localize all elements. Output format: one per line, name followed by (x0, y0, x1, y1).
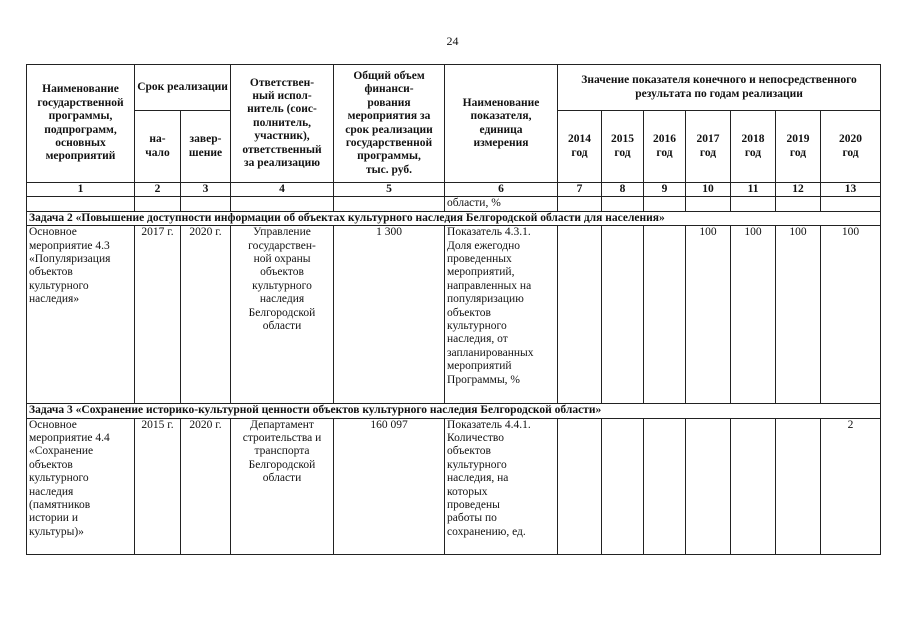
table-row (27, 418, 881, 554)
value-2020: 2 (821, 418, 881, 554)
continuation-row (27, 197, 881, 211)
value-2017: 100 (686, 226, 731, 404)
financing-amount: 1 300 (334, 226, 445, 404)
responsible-executor: Управление государствен- ной охраны объектов культурного наследия Белгородской области (231, 226, 334, 404)
program-table (26, 64, 881, 555)
responsible-executor: Департамент строительства и транспорта Белгородской области (231, 418, 334, 554)
task-row (27, 211, 881, 225)
value-2018: 100 (731, 226, 776, 404)
header-values-by-year: Значение показателя конечного и непосредственного результата по годам реализации (558, 65, 881, 111)
value-2018 (731, 418, 776, 554)
value-2019 (776, 418, 821, 554)
measure-name: Основное мероприятие 4.3 «Популяризация объектов культурного наследия» (27, 226, 135, 404)
indicator-description: Показатель 4.3.1. Доля ежегодно проведенных мероприятий, направленных на популяризацию объектов культурного наследия, от запланированных мероприятий Программы, % (445, 226, 558, 404)
column-numbers-row (27, 183, 881, 197)
continuation-text: области, % (445, 197, 558, 211)
table-row (27, 226, 881, 404)
column-number: 3 (181, 183, 231, 197)
header-responsible: Ответствен- ный испол- нитель (соис- полнитель, участник), ответственный за реализацию (231, 65, 334, 183)
start-year: 2017 г. (135, 226, 181, 404)
column-number: 10 (686, 183, 731, 197)
header-year-2019: 2019 год (776, 111, 821, 183)
header-financing: Общий объем финанси- рования мероприятия за срок реализации государственной программы, тыс. руб. (334, 65, 445, 183)
column-number: 12 (776, 183, 821, 197)
value-2014 (558, 226, 602, 404)
column-number: 1 (27, 183, 135, 197)
header-year-2018: 2018 год (731, 111, 776, 183)
value-2019: 100 (776, 226, 821, 404)
end-year: 2020 г. (181, 226, 231, 404)
column-number: 4 (231, 183, 334, 197)
column-number: 2 (135, 183, 181, 197)
value-2016 (644, 226, 686, 404)
header-program-name: Наименование государственной программы, подпрограмм, основных мероприятий (27, 65, 135, 183)
task-title: Задача 3 «Сохранение историко-культурной ценности объектов культурного наследия Белгородской области» (27, 404, 881, 418)
column-number: 5 (334, 183, 445, 197)
column-number: 8 (602, 183, 644, 197)
header-start: на- чало (135, 111, 181, 183)
header-year-2016: 2016 год (644, 111, 686, 183)
value-2020: 100 (821, 226, 881, 404)
column-number: 7 (558, 183, 602, 197)
value-2015 (602, 418, 644, 554)
end-year: 2020 г. (181, 418, 231, 554)
column-number: 11 (731, 183, 776, 197)
page-number: 24 (446, 34, 459, 48)
task-row (27, 404, 881, 418)
header-year-2020: 2020 год (821, 111, 881, 183)
header-year-2014: 2014 год (558, 111, 602, 183)
measure-name: Основное мероприятие 4.4 «Сохранение объектов культурного наследия (памятников истории и культуры)» (27, 418, 135, 554)
financing-amount: 160 097 (334, 418, 445, 554)
column-number: 9 (644, 183, 686, 197)
value-2015 (602, 226, 644, 404)
column-number: 6 (445, 183, 558, 197)
header-year-2015: 2015 год (602, 111, 644, 183)
value-2016 (644, 418, 686, 554)
value-2017 (686, 418, 731, 554)
indicator-description: Показатель 4.4.1. Количество объектов культурного наследия, на которых проведены работы по сохранению, ед. (445, 418, 558, 554)
header-year-2017: 2017 год (686, 111, 731, 183)
header-term: Срок реализации (135, 65, 231, 111)
start-year: 2015 г. (135, 418, 181, 554)
column-number: 13 (821, 183, 881, 197)
task-title: Задача 2 «Повышение доступности информации об объектах культурного наследия Белгородской области для населения» (27, 211, 881, 225)
header-indicator: Наименование показателя, единица измерения (445, 65, 558, 183)
header-end: завер- шение (181, 111, 231, 183)
value-2014 (558, 418, 602, 554)
